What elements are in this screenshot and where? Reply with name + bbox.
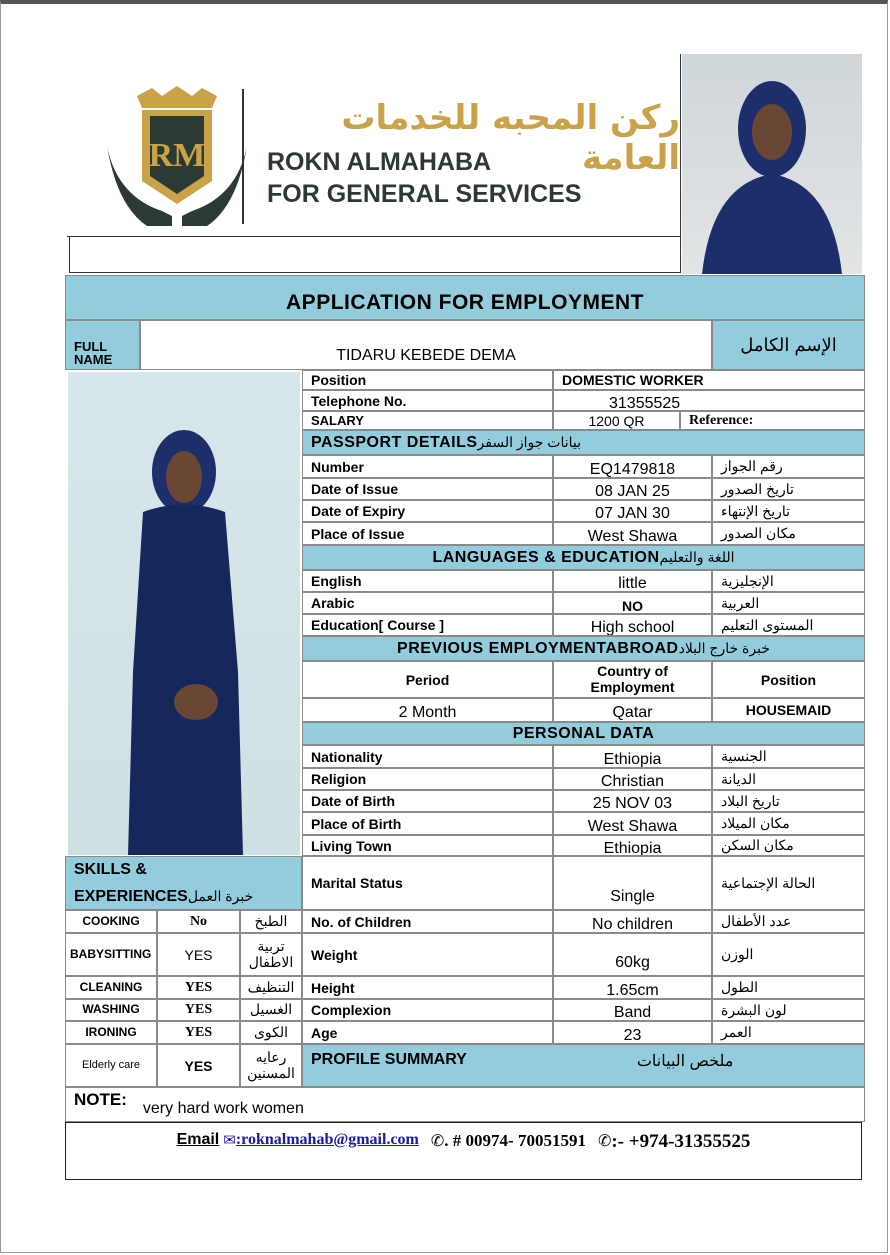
passport-band-title-ar: بيانات جواز السفر (477, 434, 582, 450)
skill-label: COOKING (65, 910, 157, 933)
personal-row-label-ar: مكان الميلاد (712, 812, 865, 835)
personal-data-band (302, 722, 865, 745)
personal-row-label: Nationality (302, 745, 553, 768)
profile-summary-label-ar: ملخص البيانات (636, 1053, 734, 1070)
passport-row-label: Place of Issue (302, 522, 553, 545)
skill-label: BABYSITTING (65, 933, 157, 976)
skills-title-ar: خبرة العمل (187, 887, 254, 904)
skill-label-ar: التنظيف (240, 976, 302, 999)
company-name-line1: ROKN ALMAHABA (267, 148, 492, 176)
profile-summary-band (302, 1044, 865, 1087)
skill-value: YES (157, 1021, 240, 1044)
personal-row-label: Religion (302, 768, 553, 790)
passport-row-label-ar: تاريخ الصدور (712, 478, 865, 500)
full-name-label: FULL NAME (65, 320, 140, 370)
skill-label: Elderly care (65, 1044, 157, 1087)
position-value: DOMESTIC WORKER (553, 370, 865, 390)
personal-row-value: 25 NOV 03 (553, 790, 712, 812)
previous-employment-band-title-ar: خبرة خارج البلاد (678, 640, 770, 656)
language-row-label-ar: المستوى التعليم (712, 614, 865, 636)
phone-number-1: . # 00974- 70051591 (444, 1131, 586, 1150)
company-name-arabic: ركن المحبه للخدمات العامة (341, 98, 680, 178)
personal-row-label: Place of Birth (302, 812, 553, 835)
personal-row-label-ar: الحالة الإجتماعية (712, 856, 865, 910)
note-row (65, 1087, 865, 1122)
passport-row-value: EQ1479818 (553, 455, 712, 478)
prev-header-position: Position (712, 661, 865, 698)
phone-number-2: :- +974-31355525 (611, 1131, 751, 1152)
prev-header-country: Country of Employment (553, 661, 712, 698)
language-row-value: High school (553, 614, 712, 636)
language-row-label-ar: العربية (712, 592, 865, 614)
profile-summary-label: PROFILE SUMMARY (311, 1051, 467, 1068)
personal-row-label: Complexion (302, 999, 553, 1021)
portrait-photo (682, 54, 862, 274)
salary-value: 1200 QR (553, 411, 680, 430)
personal-row-value: Single (553, 856, 712, 910)
skills-title-line2 (74, 883, 253, 910)
skill-label: IRONING (65, 1021, 157, 1044)
skill-label-ar: تربية الاطفال (240, 933, 302, 976)
languages-band-title-ar: اللغة والتعليم (659, 549, 735, 565)
reference-label: Reference: (680, 411, 865, 430)
language-row-value: NO (553, 592, 712, 614)
personal-row-value: Band (553, 999, 712, 1021)
position-label: Position (302, 370, 553, 390)
svg-text:RM: RM (148, 137, 206, 174)
telephone-label: Telephone No. (302, 390, 553, 411)
language-row-label: Education[ Course ] (302, 614, 553, 636)
skill-label-ar: الطبخ (240, 910, 302, 933)
full-name-label-ar: الإسم الكامل (712, 320, 865, 370)
envelope-icon: ✉ (223, 1132, 236, 1149)
page-title: APPLICATION FOR EMPLOYMENT (65, 275, 865, 320)
personal-row-value: Christian (553, 768, 712, 790)
skill-value: YES (157, 976, 240, 999)
personal-data-band-title: PERSONAL DATA (512, 724, 655, 742)
passport-row-label: Date of Expiry (302, 500, 553, 522)
prev-position-value: HOUSEMAID (712, 698, 865, 722)
personal-row-label: Living Town (302, 835, 553, 856)
personal-row-label-ar: الوزن (712, 933, 865, 976)
language-row-label: Arabic (302, 592, 553, 614)
previous-employment-band (302, 636, 865, 661)
prev-country-value: Qatar (553, 698, 712, 722)
passport-row-value: 08 JAN 25 (553, 478, 712, 500)
phone-icon: ✆ (597, 1133, 612, 1150)
personal-row-value: West Shawa (553, 812, 712, 835)
personal-row-value: 1.65cm (553, 976, 712, 999)
personal-row-label-ar: عدد الأطفال (712, 910, 865, 933)
languages-band-title: LANGUAGES & EDUCATION (432, 548, 660, 566)
passport-row-label-ar: مكان الصدور (712, 522, 865, 545)
personal-row-label: Marital Status (302, 856, 553, 910)
language-row-value: little (553, 570, 712, 592)
languages-band (302, 545, 865, 570)
full-name-value: TIDARU KEBEDE DEMA (140, 320, 712, 370)
passport-row-label: Number (302, 455, 553, 478)
skill-label: WASHING (65, 999, 157, 1021)
skill-label-ar: الغسيل (240, 999, 302, 1021)
personal-row-label: Date of Birth (302, 790, 553, 812)
skills-title-en: EXPERIENCES (74, 887, 188, 905)
passport-row-label-ar: تاريخ الإنتهاء (712, 500, 865, 522)
language-row-label: English (302, 570, 553, 592)
email-label: Email (176, 1131, 220, 1148)
telephone-value: 31355525 (553, 390, 865, 411)
passport-row-label: Date of Issue (302, 478, 553, 500)
contact-box (65, 1122, 862, 1180)
personal-row-label-ar: العمر (712, 1021, 865, 1044)
header-blank-box (69, 236, 681, 273)
email-link[interactable]: :roknalmahab@gmail.com (235, 1131, 419, 1148)
personal-row-value: 60kg (553, 933, 712, 976)
personal-row-label-ar: الديانة (712, 768, 865, 790)
skill-value: YES (157, 999, 240, 1021)
passport-band-title: PASSPORT DETAILS (311, 433, 478, 451)
phone-icon: ✆ (430, 1133, 445, 1150)
personal-row-label-ar: تاريخ البلاد (712, 790, 865, 812)
personal-row-label: Age (302, 1021, 553, 1044)
skills-title-line1: SKILLS & (74, 860, 147, 878)
prev-period-value: 2 Month (302, 698, 553, 722)
note-value: very hard work women (142, 1100, 304, 1117)
skill-label: CLEANING (65, 976, 157, 999)
personal-row-label: Weight (302, 933, 553, 976)
personal-row-label: No. of Children (302, 910, 553, 933)
skill-label-ar: رعايه المسنين (240, 1044, 302, 1087)
skill-value: No (157, 910, 240, 933)
company-name-line2: FOR GENERAL SERVICES (267, 180, 582, 208)
personal-row-value: Ethiopia (553, 745, 712, 768)
logo-frame (67, 54, 681, 237)
personal-row-value: No children (553, 910, 712, 933)
passport-row-label-ar: رقم الجواز (712, 455, 865, 478)
passport-band (302, 430, 865, 455)
skill-value: YES (157, 1044, 240, 1087)
portrait-silhouette (682, 54, 862, 274)
passport-row-value: 07 JAN 30 (553, 500, 712, 522)
skill-value: YES (157, 933, 240, 976)
personal-row-value: 23 (553, 1021, 712, 1044)
personal-row-value: Ethiopia (553, 835, 712, 856)
note-label: NOTE: (74, 1090, 127, 1109)
language-row-label-ar: الإنجليزية (712, 570, 865, 592)
full-body-photo (68, 372, 300, 855)
personal-row-label-ar: الطول (712, 976, 865, 999)
salary-label: SALARY (302, 411, 553, 430)
prev-header-period: Period (302, 661, 553, 698)
skills-band (65, 856, 302, 910)
personal-row-label-ar: الجنسية (712, 745, 865, 768)
personal-row-label: Height (302, 976, 553, 999)
full-body-silhouette (68, 372, 300, 855)
passport-row-value: West Shawa (553, 522, 712, 545)
previous-employment-band-title: PREVIOUS EMPLOYMENTABROAD (397, 639, 679, 657)
personal-row-label-ar: لون البشرة (712, 999, 865, 1021)
personal-row-label-ar: مكان السكن (712, 835, 865, 856)
skill-label-ar: الكوى (240, 1021, 302, 1044)
